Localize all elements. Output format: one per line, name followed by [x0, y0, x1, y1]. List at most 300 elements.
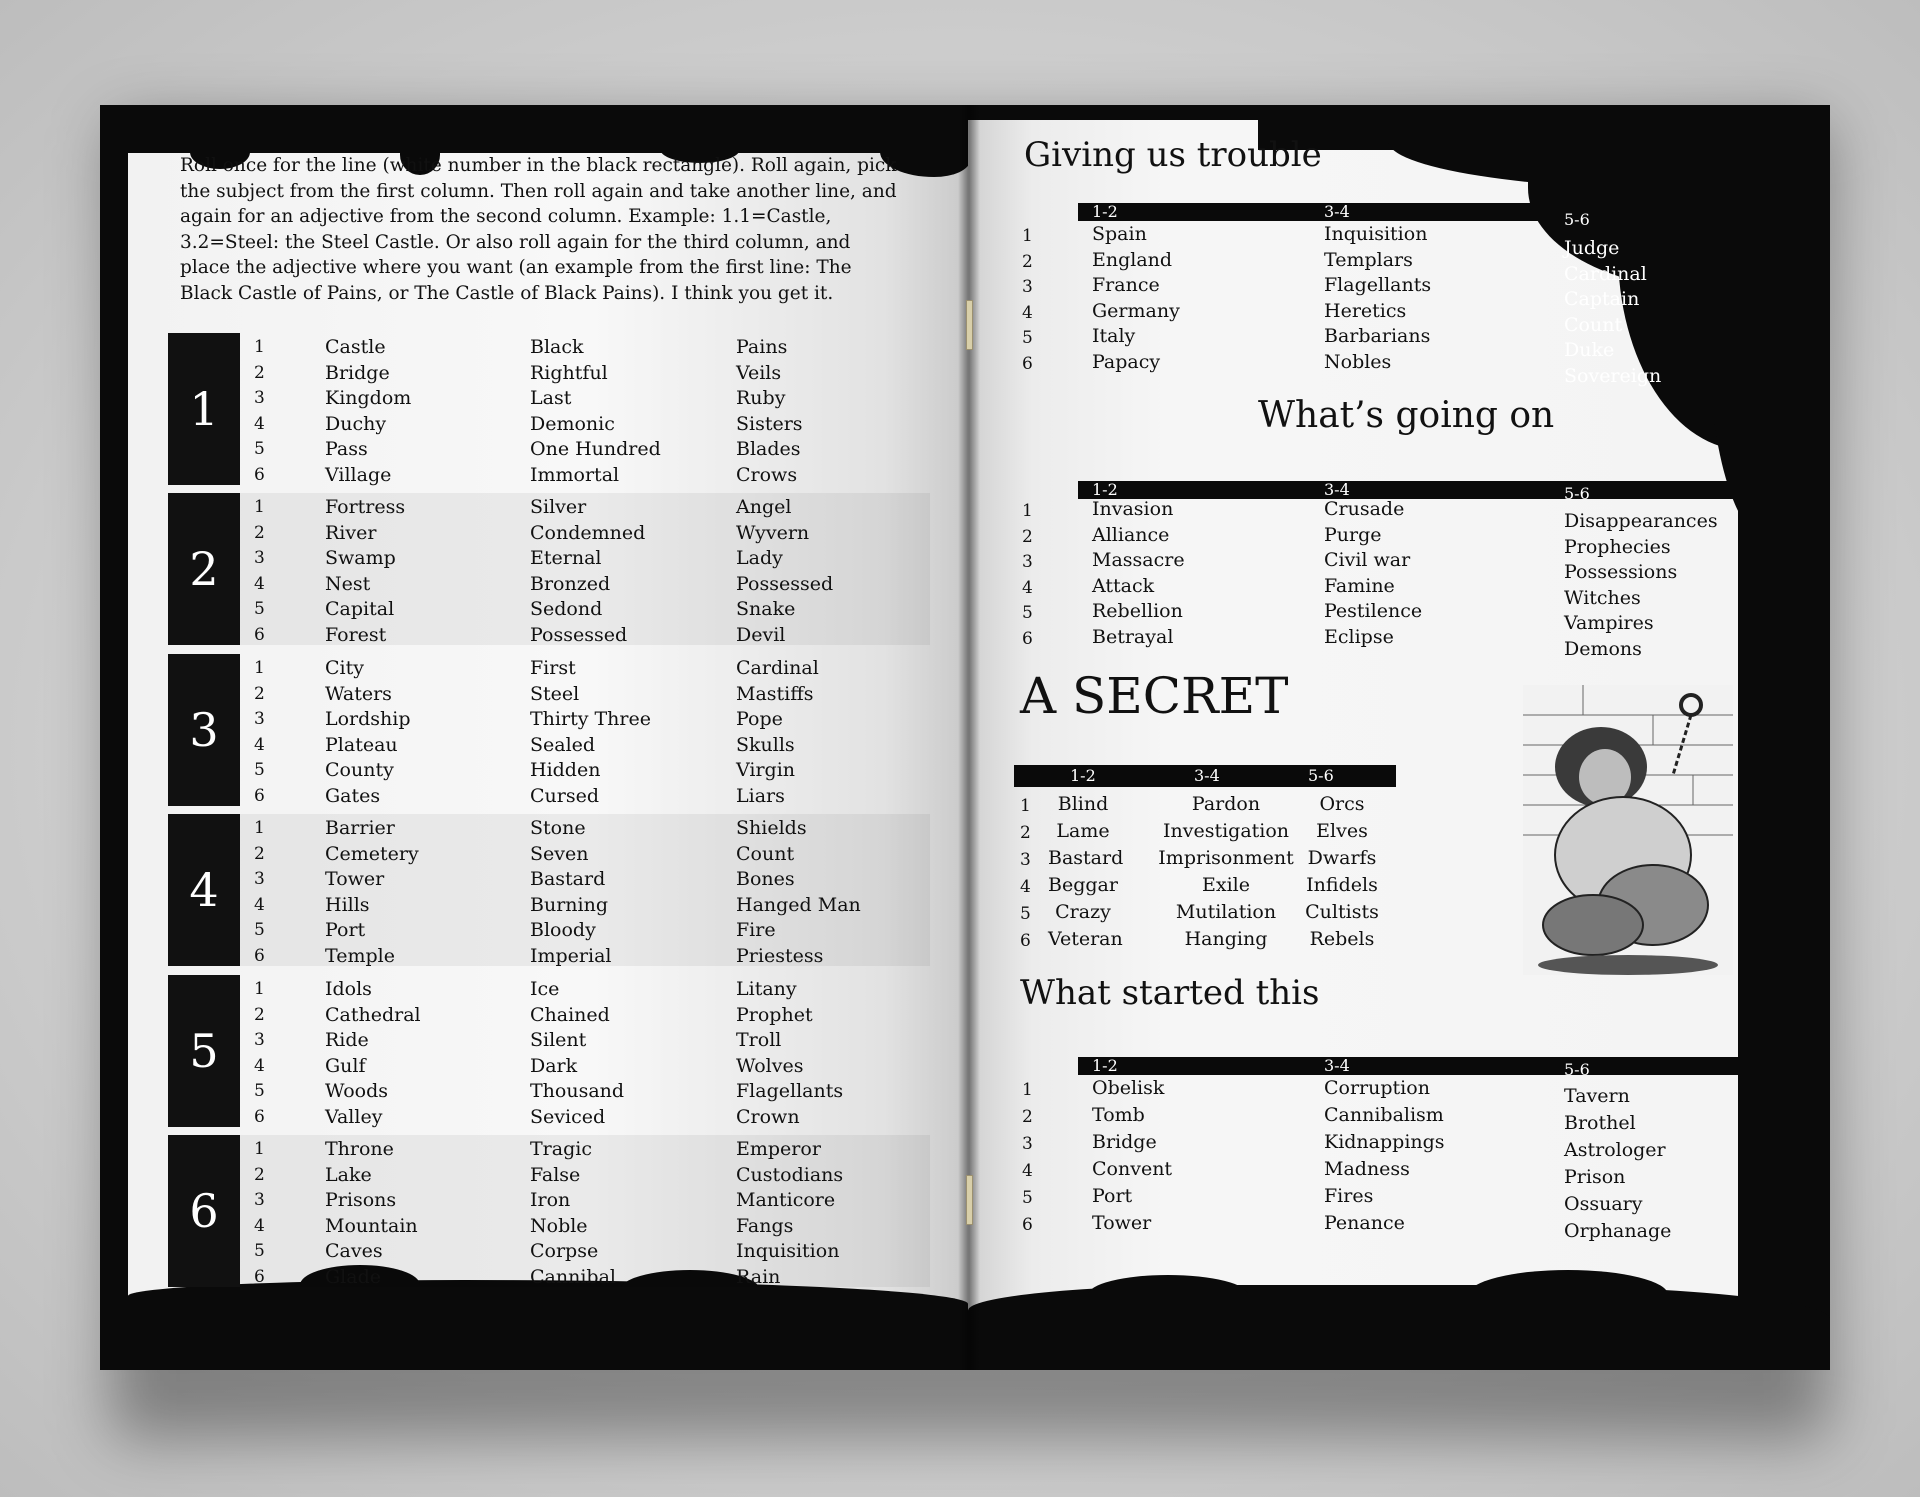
table-cell: Steel [530, 682, 580, 705]
third-column [736, 816, 861, 969]
table-cell: Nest [325, 572, 371, 595]
table-cell: Convent [1092, 1158, 1173, 1180]
line-number: 2 [254, 1004, 265, 1025]
line-number: 1 [1022, 226, 1033, 246]
going_on-col3 [1564, 509, 1718, 662]
right-page [968, 105, 1830, 1370]
line-number: 3 [1022, 1134, 1033, 1154]
table-cell: Hidden [530, 759, 601, 781]
roll-block-number: 2 [168, 493, 240, 645]
line-number: 4 [254, 734, 265, 755]
table-cell: Possessed [530, 623, 628, 646]
table-cell: Cardinal [736, 657, 819, 679]
table-cell: Ice [530, 978, 560, 1000]
table-cell: Duke [1564, 339, 1615, 361]
started-header-2: 3-4 [1324, 1056, 1350, 1075]
roll-block-number: 6 [168, 1135, 240, 1287]
table-cell: Crown [736, 1105, 800, 1128]
table-cell: Rebels [1309, 928, 1375, 950]
table-cell: Investigation [1162, 820, 1290, 842]
table-cell: Count [736, 842, 795, 865]
table-cell: Imperial [530, 944, 612, 967]
table-cell: England [1092, 248, 1173, 271]
line-number: 2 [1022, 251, 1033, 272]
line-numbers [254, 1137, 265, 1290]
table-cell: Orphanage [1564, 1220, 1672, 1242]
line-number: 6 [1022, 628, 1033, 649]
table-cell: Caves [325, 1240, 383, 1262]
table-cell: Cannibal [530, 1265, 616, 1288]
table-cell: Captain [1564, 288, 1640, 310]
line-number: 2 [254, 362, 265, 383]
line-number: 6 [254, 785, 265, 806]
third-column [736, 495, 833, 648]
table-cell: Ride [325, 1029, 369, 1051]
table-cell: Veils [736, 361, 782, 384]
line-number: 1 [254, 337, 265, 357]
subject-column [325, 335, 411, 488]
table-cell: Chained [530, 1003, 610, 1026]
table-cell: Custodians [736, 1163, 844, 1186]
table-cell: Orcs [1319, 793, 1365, 815]
line-number: 6 [254, 945, 265, 966]
table-cell: Bridge [325, 361, 390, 384]
table-cell: Thirty Three [530, 708, 651, 730]
third-column [736, 1137, 843, 1290]
trouble-header-3: 5-6 [1564, 210, 1590, 229]
line-numbers [1022, 224, 1033, 377]
table-cell: Cultists [1305, 901, 1379, 923]
table-cell: Burning [530, 893, 608, 916]
secret-header-3: 5-6 [1308, 766, 1334, 785]
table-cell: Cannibalism [1324, 1104, 1444, 1126]
table-cell: Forest [325, 623, 387, 646]
table-cell: Waters [325, 682, 392, 705]
table-cell: Iron [530, 1189, 571, 1211]
line-number: 2 [254, 522, 265, 543]
secret-header-2: 3-4 [1194, 766, 1220, 785]
table-cell: Tomb [1092, 1104, 1145, 1126]
staple-top [966, 300, 973, 350]
table-cell: Eclipse [1324, 625, 1394, 648]
table-cell: Madness [1324, 1158, 1410, 1180]
table-cell: Liars [736, 784, 785, 807]
line-number: 4 [254, 894, 265, 915]
table-cell: Prophecies [1564, 535, 1671, 558]
table-cell: Bastard [1048, 847, 1124, 869]
table-cell: Ossuary [1564, 1193, 1643, 1215]
roll-block-4 [168, 814, 930, 966]
roll-block-5 [168, 975, 930, 1127]
third-column [736, 977, 843, 1130]
adjective-column [530, 816, 612, 969]
table-cell: Shields [736, 817, 807, 839]
table-cell: Kidnappings [1324, 1131, 1445, 1153]
table-cell: Massacre [1092, 549, 1185, 571]
line-numbers [254, 656, 265, 809]
table-cell: Hanging [1184, 928, 1268, 950]
table-cell: Blind [1057, 793, 1109, 815]
table-cell: Troll [736, 1029, 782, 1051]
table-cell: Castle [325, 336, 386, 358]
table-cell: Cathedral [325, 1003, 421, 1026]
table-cell: Tower [1092, 1212, 1152, 1234]
table-cell: Kingdom [325, 387, 412, 409]
table-cell: Devil [736, 623, 786, 646]
table-cell: Dark [530, 1054, 578, 1077]
subject-column [325, 495, 405, 648]
started-title: What started this [1020, 973, 1320, 1013]
line-number: 6 [254, 1266, 265, 1287]
table-cell: Bones [736, 868, 795, 890]
table-cell: Alliance [1092, 523, 1170, 546]
table-cell: Noble [530, 1214, 588, 1237]
line-number: 2 [1022, 1107, 1033, 1127]
table-cell: Attack [1092, 574, 1155, 597]
table-cell: Dwarfs [1307, 847, 1377, 869]
table-cell: Astrologer [1564, 1139, 1666, 1161]
table-cell: Village [325, 463, 392, 486]
table-cell: Corpse [530, 1240, 599, 1262]
line-number: 2 [1020, 823, 1031, 843]
table-cell: Pope [736, 708, 783, 730]
table-cell: Exile [1202, 874, 1250, 896]
table-cell: Famine [1324, 574, 1395, 597]
started-header-bar [1078, 1057, 1778, 1075]
table-cell: Italy [1092, 325, 1136, 347]
table-cell: Barrier [325, 817, 395, 839]
table-cell: Glade [325, 1265, 381, 1288]
table-cell: Idols [325, 978, 372, 1000]
line-numbers [1020, 793, 1031, 955]
table-cell: Bloody [530, 919, 596, 941]
table-cell: County [325, 759, 394, 781]
line-numbers [254, 977, 265, 1130]
table-cell: Barbarians [1324, 325, 1431, 347]
table-cell: Pestilence [1324, 600, 1423, 622]
subject-column [325, 977, 421, 1130]
intro-paragraph: Roll once for the line (white number in the black rectangle). Roll again, pick the subject from the first column. Then roll again and take another line, and again for an adjective from the second column. Example: 1.1=Castle, 3.2=Steel: the Steel Castle. Or also roll again for the third column, and place the adjective where you want (an example from the first line: The Black Castle of Pains, or The Castle of Black Pains). I think you get it. [180, 155, 897, 304]
table-cell: Valley [325, 1105, 383, 1128]
table-cell: Seviced [530, 1105, 606, 1128]
going_on-col2 [1324, 497, 1422, 650]
started-header-1: 1-2 [1092, 1056, 1118, 1075]
table-cell: Immortal [530, 463, 620, 486]
line-number: 4 [1022, 1161, 1033, 1181]
table-cell: Sealed [530, 733, 596, 756]
table-cell: Snake [736, 598, 796, 620]
table-cell: Infidels [1306, 874, 1378, 896]
line-number: 1 [1022, 501, 1033, 521]
table-cell: Count [1564, 313, 1623, 336]
roll-block-number: 4 [168, 814, 240, 966]
table-cell: Lake [325, 1163, 372, 1186]
table-cell: False [530, 1163, 581, 1186]
line-numbers [1022, 1077, 1033, 1239]
table-cell: Litany [736, 978, 797, 1000]
table-cell: Germany [1092, 299, 1180, 322]
table-cell: Papacy [1092, 350, 1161, 373]
table-cell: Obelisk [1092, 1077, 1165, 1099]
roll-block-number: 3 [168, 654, 240, 806]
line-number: 6 [254, 464, 265, 485]
table-cell: Pardon [1191, 793, 1261, 815]
line-number: 2 [1022, 526, 1033, 547]
line-number: 4 [1022, 577, 1033, 598]
roll-block-1 [168, 333, 930, 485]
table-cell: Bridge [1092, 1131, 1157, 1153]
table-cell: Flagellants [1324, 274, 1432, 296]
table-cell: Fires [1324, 1185, 1374, 1207]
table-cell: Crusade [1324, 498, 1405, 520]
line-numbers [254, 495, 265, 648]
subject-column [325, 1137, 418, 1290]
table-cell: Emperor [736, 1138, 821, 1160]
line-number: 5 [254, 1081, 265, 1101]
secret-title: A SECRET [1020, 667, 1289, 725]
table-cell: Hills [325, 893, 370, 916]
table-cell: Silver [530, 496, 587, 518]
table-cell: Purge [1324, 523, 1382, 546]
table-cell: One Hundred [530, 438, 661, 460]
table-cell: Judge [1564, 237, 1620, 259]
table-cell: Duchy [325, 412, 387, 435]
table-cell: Plateau [325, 733, 398, 756]
table-cell: Civil war [1324, 549, 1411, 571]
table-cell: Cemetery [325, 842, 419, 865]
staple-bottom [966, 1175, 973, 1225]
line-number: 5 [1022, 1188, 1033, 1208]
table-cell: Rebellion [1092, 600, 1183, 622]
line-numbers [254, 816, 265, 969]
table-cell: Port [325, 919, 366, 941]
table-cell: Wolves [736, 1054, 804, 1077]
line-number: 5 [1022, 603, 1033, 623]
table-cell: Sovereign [1564, 364, 1662, 387]
table-cell: Rain [736, 1265, 781, 1288]
table-cell: Demons [1564, 637, 1642, 660]
started-col2 [1324, 1075, 1445, 1237]
adjective-column [530, 656, 651, 809]
table-cell: Possessed [736, 572, 834, 595]
secret-col1 [1048, 791, 1124, 953]
table-cell: Invasion [1092, 498, 1174, 520]
table-cell: Bronzed [530, 572, 611, 595]
table-cell: Swamp [325, 547, 396, 569]
third-column [736, 335, 803, 488]
table-cell: Elves [1316, 820, 1368, 842]
line-number: 4 [254, 1215, 265, 1236]
table-cell: Inquisition [1324, 223, 1428, 245]
table-cell: Prison [1564, 1166, 1626, 1188]
table-cell: Templars [1324, 248, 1413, 271]
line-number: 2 [254, 843, 265, 864]
line-number: 1 [254, 979, 265, 999]
line-number: 1 [254, 658, 265, 678]
table-cell: Wyvern [736, 521, 810, 544]
table-cell: Fangs [736, 1214, 794, 1237]
table-cell: Silent [530, 1029, 587, 1051]
table-cell: Cardinal [1564, 262, 1647, 285]
table-cell: Brothel [1564, 1112, 1636, 1134]
table-cell: Gates [325, 784, 381, 807]
table-cell: Temple [325, 944, 395, 967]
trouble-header-2: 3-4 [1324, 202, 1350, 221]
line-number: 1 [254, 497, 265, 517]
table-cell: Penance [1324, 1212, 1405, 1234]
table-cell: Flagellants [736, 1080, 844, 1102]
table-cell: Black [530, 336, 584, 358]
line-number: 5 [1022, 328, 1033, 348]
line-number: 5 [254, 760, 265, 780]
table-cell: Fortress [325, 496, 406, 518]
table-cell: City [325, 657, 364, 679]
table-cell: Rightful [530, 361, 608, 384]
line-number: 1 [1022, 1080, 1033, 1100]
secret-col3 [1294, 791, 1390, 953]
table-cell: Vampires [1564, 612, 1654, 634]
table-cell: Inquisition [736, 1240, 840, 1262]
table-cell: Lame [1056, 820, 1110, 842]
table-cell: Ruby [736, 387, 786, 409]
line-number: 3 [254, 869, 265, 889]
table-cell: Condemned [530, 521, 646, 544]
table-cell: Port [1092, 1185, 1133, 1207]
table-cell: Lady [736, 547, 783, 569]
table-cell: Virgin [736, 759, 796, 781]
line-number: 2 [254, 1164, 265, 1185]
left-page [100, 105, 968, 1370]
open-booklet [100, 105, 1830, 1370]
going_on-col1 [1092, 497, 1185, 650]
trouble-col2 [1324, 222, 1431, 375]
table-cell: Manticore [736, 1189, 836, 1211]
table-cell: Heretics [1324, 299, 1407, 322]
table-cell: Eternal [530, 547, 602, 569]
adjective-column [530, 335, 661, 488]
table-cell: Beggar [1048, 874, 1118, 896]
table-cell: Possessions [1564, 561, 1678, 583]
table-cell: Fire [736, 919, 776, 941]
line-number: 1 [254, 1139, 265, 1159]
table-cell: Veteran [1048, 928, 1123, 950]
line-number: 4 [254, 413, 265, 434]
line-number: 6 [254, 624, 265, 645]
table-cell: Lordship [325, 708, 411, 730]
table-cell: Nobles [1324, 350, 1392, 373]
table-cell: Cursed [530, 784, 600, 807]
line-number: 4 [1020, 877, 1031, 897]
table-cell: Pains [736, 336, 788, 358]
roll-block-2 [168, 493, 930, 645]
adjective-column [530, 495, 645, 648]
trouble-header-bar [1078, 203, 1558, 221]
started-col3 [1564, 1083, 1671, 1245]
roll-block-number: 5 [168, 975, 240, 1127]
table-cell: Witches [1564, 586, 1641, 609]
adjective-column [530, 977, 624, 1130]
table-cell: Mutilation [1175, 901, 1277, 923]
table-cell: Betrayal [1092, 625, 1174, 648]
table-cell: Spain [1092, 223, 1147, 245]
trouble-col3 [1564, 236, 1661, 389]
table-cell: Hanged Man [736, 893, 861, 916]
line-number: 3 [1022, 277, 1033, 297]
started-header-3: 5-6 [1564, 1060, 1590, 1079]
trouble-col1 [1092, 222, 1180, 375]
adjective-column [530, 1137, 616, 1290]
trouble-header-1: 1-2 [1092, 202, 1118, 221]
roll-block-6 [168, 1135, 930, 1287]
line-number: 5 [1020, 904, 1031, 924]
table-cell: Angel [736, 496, 792, 518]
table-cell: Priestess [736, 944, 824, 967]
table-cell: Bastard [530, 868, 606, 890]
table-cell: Sedond [530, 598, 603, 620]
table-cell: Prophet [736, 1003, 813, 1026]
table-cell: Crazy [1055, 901, 1111, 923]
going-on-header-3: 5-6 [1564, 484, 1590, 503]
going-on-header-2: 3-4 [1324, 480, 1350, 499]
table-cell: France [1092, 274, 1160, 296]
table-cell: Demonic [530, 412, 615, 435]
line-number: 4 [254, 573, 265, 594]
line-number: 3 [254, 548, 265, 568]
line-number: 1 [254, 818, 265, 838]
line-number: 3 [254, 1190, 265, 1210]
table-cell: Blades [736, 438, 801, 460]
table-cell: Tower [325, 868, 385, 890]
table-cell: Last [530, 387, 572, 409]
subject-column [325, 816, 419, 969]
table-cell: Thousand [530, 1080, 625, 1102]
prisoner-engraving-illustration [1523, 685, 1733, 975]
line-number: 3 [254, 388, 265, 408]
going-on-title: What’s going on [1258, 395, 1555, 436]
table-cell: Corruption [1324, 1077, 1430, 1099]
table-cell: Sisters [736, 412, 803, 435]
table-cell: Stone [530, 817, 586, 839]
line-number: 4 [254, 1055, 265, 1076]
table-cell: Imprisonment [1158, 847, 1294, 869]
third-column [736, 656, 819, 809]
line-number: 5 [254, 920, 265, 940]
line-number: 6 [1022, 353, 1033, 374]
line-numbers [254, 335, 265, 488]
line-number: 6 [254, 1106, 265, 1127]
line-number: 4 [1022, 302, 1033, 323]
table-cell: Disappearances [1564, 510, 1718, 532]
line-number: 6 [1022, 1215, 1033, 1235]
line-number: 5 [254, 439, 265, 459]
roll-block-number: 1 [168, 333, 240, 485]
table-cell: Gulf [325, 1054, 366, 1077]
table-cell: Prisons [325, 1189, 397, 1211]
line-number: 3 [254, 709, 265, 729]
subject-column [325, 656, 411, 809]
line-number: 3 [1020, 850, 1031, 870]
line-number: 3 [1022, 552, 1033, 572]
line-number: 1 [1020, 796, 1031, 816]
line-numbers [1022, 499, 1033, 652]
secret-col2 [1140, 791, 1312, 953]
started-col1 [1092, 1075, 1172, 1237]
table-cell: Crows [736, 463, 798, 486]
roll-block-3 [168, 654, 930, 806]
table-cell: Mountain [325, 1214, 418, 1237]
line-number: 5 [254, 1241, 265, 1261]
going-on-header-1: 1-2 [1092, 480, 1118, 499]
